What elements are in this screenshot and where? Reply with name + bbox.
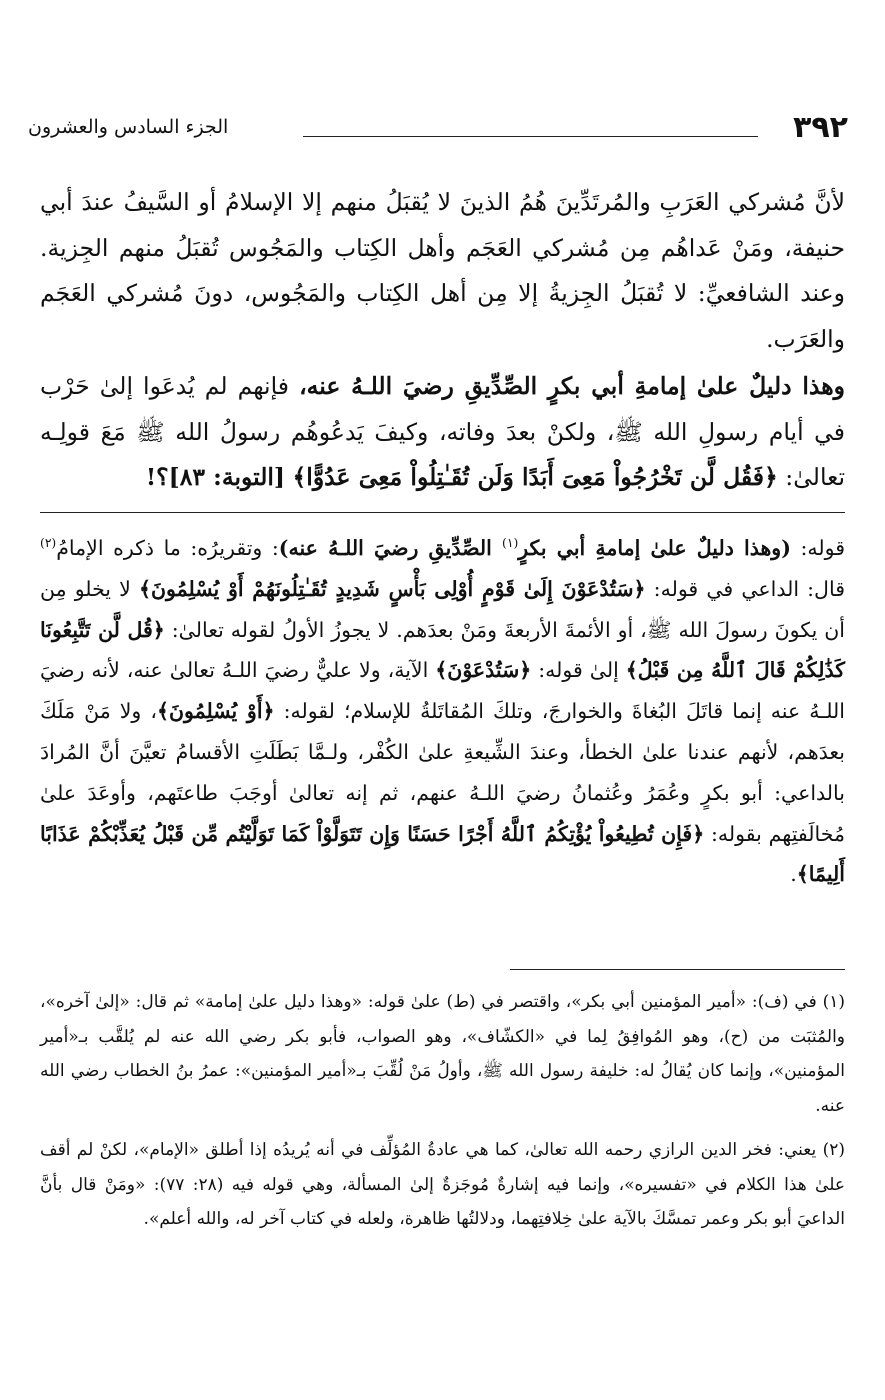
commentary-text	[40, 528, 845, 895]
quran-verse: ﴿فَقُل لَّن تَخْرُجُواْ مَعِىَ أَبَدًا وَلَن تُقَـٰتِلُواْ مَعِىَ عَدُوًّا﴾	[292, 463, 778, 491]
main-bold-lead: وهذا دليلٌ علىٰ إمامةِ أبي بكرٍ الصِّدِّيقِ رضيَ اللـهُ عنه،	[299, 372, 845, 400]
main-paragraph-1: لأنَّ مُشركي العَرَبِ والمُرتَدِّينَ هُمُ الذينَ لا يُقبَلُ منهم إلا الإسلامُ أو السَّيفُ عندَ أبي حنيفة، ومَنْ عَداهُم مِن مُشركي العَجَم وأهل الكِتاب والمَجُوس تُقبَلُ منهم الجِزية. وعند الشافعيِّ: لا تُقبَلُ الجِزيةُ إلا مِن أهل الكِتاب والمَجُوس، دونَ مُشركي العَجَم والعَرَب.	[40, 188, 845, 353]
commentary-text-5: الآية، ولا عليٌّ رضيَ اللـهُ تعالىٰ عنه، لأنه رضيَ اللـهُ عنه إنما قاتَلَ البُغاةَ والخوارجَ، وتلكَ المُقاتَلةُ للإسلام؛ لقوله:	[40, 658, 845, 724]
main-paragraph-2-text: فإنهم لم يُدعَوا إلىٰ حَرْب في أيام رسولِ الله ﷺ، ولكنْ بعدَ وفاته، وكيفَ يَدعُوهُم رسولُ الله ﷺ مَعَ قولِـه تعالىٰ:	[40, 372, 845, 491]
commentary-text-1: : وتقريرُه: ما ذكره الإمامُ	[56, 536, 279, 560]
commentary-text-7: .	[790, 862, 797, 887]
footnotes	[40, 985, 845, 1247]
quran-verse-1: ﴿سَتُدْعَوْنَ إِلَىٰ قَوْمٍ أُوْلِى بَأْسٍ شَدِيدٍ تُقَـٰتِلُونَهُمْ أَوْ يُسْلِمُونَ﴾	[138, 576, 646, 601]
footnote-1: (١) في (ف): «أمير المؤمنين أبي بكر»، واقتصر في (ط) علىٰ قوله: «وهذا دليل علىٰ إمامة» ثم قال: «إلىٰ آخره»، والمُثبَت من (ح)، وهو المُوافِقُ لِما في «الكشّاف»، وهو الصواب، فأبو بكر رضي الله عنه لم يُلقَّب بـ«أمير المؤمنين»، وإنما كان يُقالُ له: خليفة رسول الله ﷺ، وأولُ مَنْ لُقِّبَ بـ«أمير المؤمنين»: عمرُ بنُ الخطاب رضي الله عنه.	[40, 992, 845, 1116]
main-paragraph-2	[40, 364, 845, 501]
commentary-text-6: ، ولا مَنْ مَلَكَ بعدَهم، لأنهم عندنا علىٰ الخطأ، وعندَ الشِّيعةِ علىٰ الكُفْر، ولـمَّا بَطَلَتِ الأقسامُ تعيَّنَ أنَّ المُرادَ بالداعي: أبو بكرٍ وعُمَرُ وعُثمانُ رضيَ اللـهُ عنهم، ثم إنه تعالىٰ أوجَبَ طاعتَهم، وأوعَدَ علىٰ مُخالَفتِهم بقوله:	[40, 699, 845, 846]
commentary-quote: (وهذا دليلٌ علىٰ إمامةِ أبي بكرٍ	[518, 536, 791, 560]
main-text	[40, 180, 845, 501]
commentary-quote-end: الصِّدِّيقِ رضيَ اللـهُ عنه)	[278, 536, 503, 560]
commentary-text-3: لا يخلو مِن أن يكونَ رسولَ الله ﷺ، أو الأئمةَ الأربعةَ ومَنْ بعدَهم. لا يجوزُ الأولُ لقوله تعالىٰ:	[40, 576, 845, 642]
section-separator	[40, 512, 845, 513]
commentary-text-2: قال: الداعي في قوله:	[645, 576, 845, 601]
commentary-text-4: إلىٰ قوله:	[531, 658, 626, 683]
part-title: الجزء السادس والعشرون	[28, 116, 229, 138]
footnote-rule	[510, 969, 845, 970]
quran-verse-3: ﴿سَتُدْعَوْنَ﴾	[435, 658, 532, 683]
commentary-lead: قوله:	[790, 536, 845, 560]
quran-verse-2: ﴿قُل لَّن تَتَّبِعُونَا كَذَٰلِكُمْ قَالَ ٱللَّهُ مِن قَبْلُ﴾	[40, 617, 845, 683]
page-number: ٣٩٢	[793, 110, 848, 145]
footnote-ref-1[interactable]: (١)	[502, 536, 519, 551]
footnote-ref-2[interactable]: (٢)	[40, 536, 57, 551]
commentary-paragraph	[40, 528, 845, 895]
quran-verse-5: ﴿فَإِن تُطِيعُواْ يُؤْتِكُمُ ٱللَّهُ أَجْرًا حَسَنًا وَإِن تَتَوَلَّوْاْ كَمَا تَوَلَّيْتُم مِّن قَبْلُ يُعَذِّبْكُمْ عَذَابًا أَلِيمًا﴾	[40, 821, 845, 887]
page-header	[28, 110, 848, 156]
footnote-2: (٢) يعني: فخر الدين الرازي رحمه الله تعالىٰ، كما هي عادةُ المُؤلِّف في أنه يُريدُه إذا أطلق «الإمام»، لكنْ لم أقف علىٰ هذا الكلام في «تفسيره»، وإنما فيه إشارةٌ مُوجَزةٌ إلىٰ المسألة، وهي قوله فيه (٢٨: ٧٧): «ومَنْ قال بأنَّ الداعيَ أبو بكر وعمر تمسَّكَ بالآية علىٰ خِلافتِهما، ودلالتُها ظاهرة، ولعله في كتاب آخر له، والله أعلم».	[40, 1140, 845, 1229]
header-rule	[303, 136, 758, 137]
verse-reference: [التوبة: ٨٣]؟!	[145, 463, 286, 491]
quran-verse-4: ﴿أَوْ يُسْلِمُونَ﴾	[156, 699, 275, 724]
